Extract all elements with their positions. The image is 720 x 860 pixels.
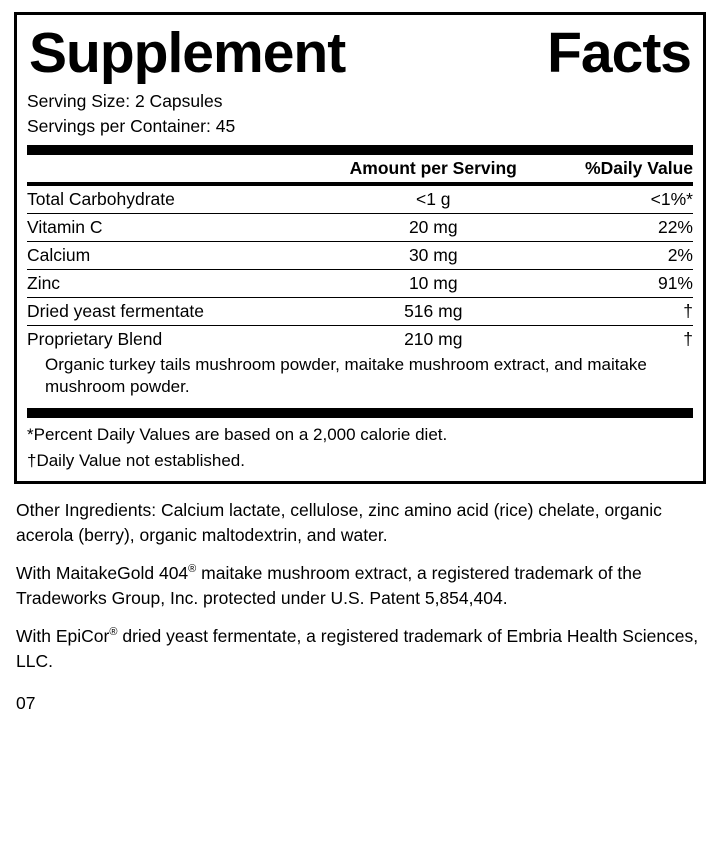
row-name: Proprietary Blend (27, 329, 163, 350)
trademark-epicor-lead: With EpiCor (16, 626, 110, 647)
table-row (27, 214, 693, 242)
table-row (27, 270, 693, 298)
panel-title-right: Facts (547, 21, 691, 85)
trademark-maitakegold-lead: With MaitakeGold 404 (16, 563, 189, 584)
row-daily-value: 91% (533, 270, 693, 298)
row-daily-value: 2% (533, 242, 693, 270)
table-header-row (27, 155, 693, 182)
footnotes (27, 418, 693, 473)
trademark-epicor-rest: dried yeast fermentate, a registered trademark of Embria Health Sciences, LLC. (16, 626, 699, 671)
panel-title-left: Supplement (29, 21, 346, 85)
row-name: Vitamin C (27, 214, 333, 242)
nutrition-rows (27, 186, 693, 353)
row-daily-value: † (683, 329, 693, 350)
row-amount: 20 mg (333, 214, 533, 242)
nutrition-table (27, 155, 693, 182)
table-row (27, 186, 693, 214)
divider-thick-top (27, 145, 693, 155)
row-daily-value: <1%* (533, 186, 693, 214)
row-daily-value: 22% (533, 214, 693, 242)
table-row (27, 242, 693, 270)
serving-size: Serving Size: 2 Capsules (27, 90, 223, 111)
supplement-facts-panel (14, 12, 706, 484)
supplement-facts-label (0, 12, 720, 860)
row-daily-value: † (533, 298, 693, 326)
registered-trademark-symbol: ® (109, 626, 118, 639)
servings-per-container: Servings per Container: 45 (27, 115, 236, 136)
row-amount: <1 g (333, 186, 533, 214)
proprietary-blend-description: Organic turkey tails mushroom powder, maitake mushroom extract, and maitake mushroom powder. (45, 355, 647, 397)
row-name: Dried yeast fermentate (27, 298, 333, 326)
other-ingredients: Other Ingredients: Calcium lactate, cellulose, zinc amino acid (rice) chelate, organic acerola (berry), organic maltodextrin, and water. (16, 500, 662, 545)
trademark-maitakegold (16, 561, 704, 610)
divider-thick-bottom (27, 408, 693, 418)
header-daily-value: %Daily Value (585, 158, 693, 179)
row-name: Calcium (27, 242, 333, 270)
row-name: Zinc (27, 270, 333, 298)
row-amount: 210 mg (404, 329, 463, 350)
row-amount: 10 mg (333, 270, 533, 298)
registered-trademark-symbol: ® (188, 563, 197, 576)
footnote-dv-not-established: †Daily Value not established. (27, 450, 245, 470)
revision-code: 07 (16, 693, 36, 714)
table-row (27, 326, 693, 354)
trademark-epicor (16, 624, 704, 673)
trademark-maitakegold-rest: maitake mushroom extract, a registered trademark of the Tradeworks Group, Inc. protected under U.S. Patent 5,854,404. (16, 563, 642, 608)
row-name: Total Carbohydrate (27, 186, 333, 214)
row-amount: 516 mg (333, 298, 533, 326)
header-nutrient (27, 155, 333, 182)
row-amount: 30 mg (333, 242, 533, 270)
label-body-text (14, 498, 706, 673)
table-row (27, 298, 693, 326)
header-amount-per-serving: Amount per Serving (349, 158, 517, 179)
panel-title (29, 23, 691, 85)
footnote-daily-values: *Percent Daily Values are based on a 2,000 calorie diet. (27, 425, 448, 445)
